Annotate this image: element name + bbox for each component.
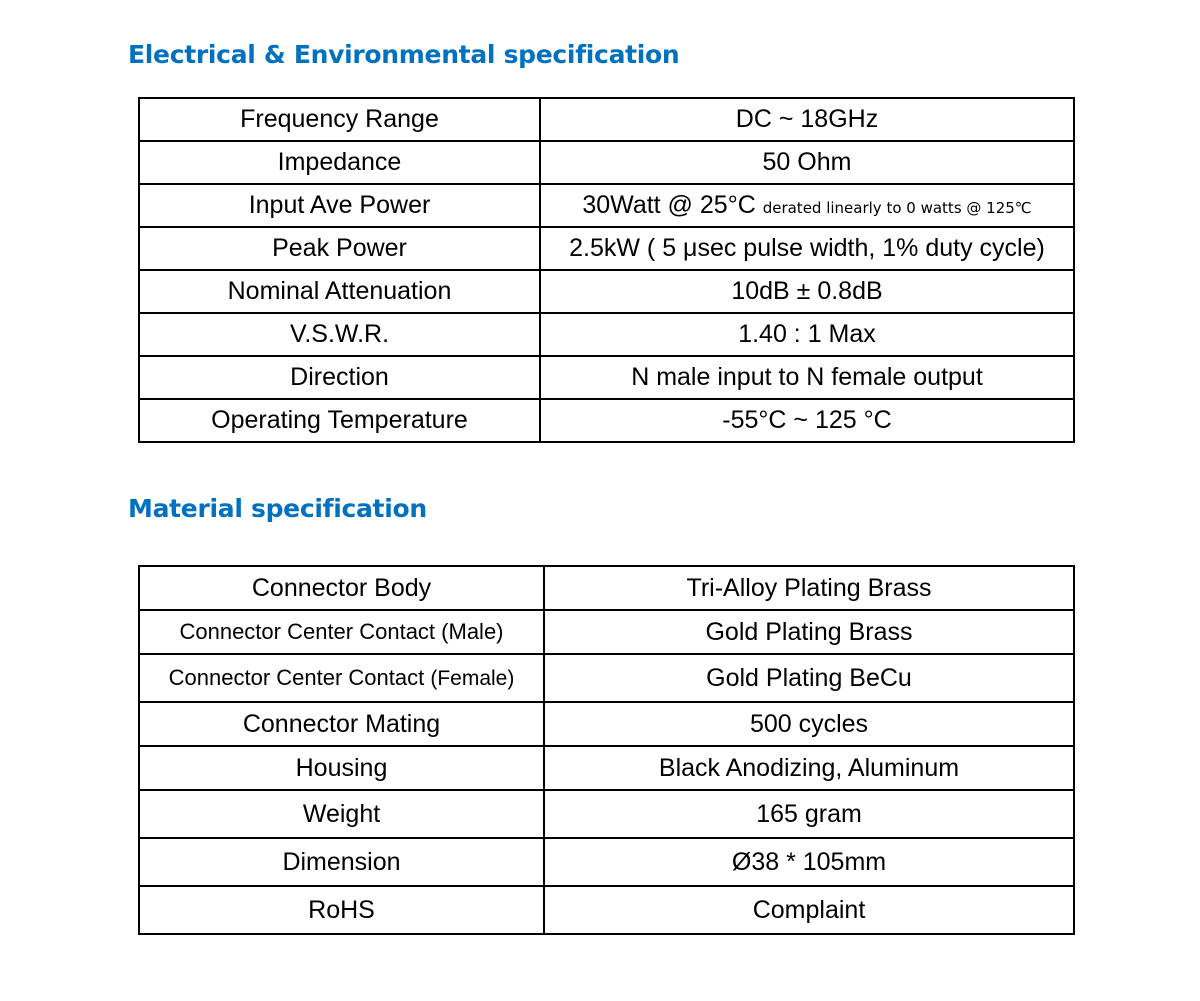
table-row — [139, 566, 1074, 610]
table-row — [139, 270, 1074, 313]
spec-label: Weight — [139, 790, 544, 838]
spec-value: 10dB ± 0.8dB — [540, 270, 1074, 313]
spec-label: Impedance — [139, 141, 540, 184]
spec-label: Connector Center Contact — [168, 665, 425, 690]
spec-label: Dimension — [139, 838, 544, 886]
table-row — [139, 886, 1074, 934]
table-row — [139, 227, 1074, 270]
spec-value: Complaint — [544, 886, 1074, 934]
material-spec-table — [138, 565, 1075, 935]
spec-value: DC ~ 18GHz — [540, 98, 1074, 141]
table-row — [139, 399, 1074, 442]
spec-label: Peak Power — [139, 227, 540, 270]
spec-value: 30Watt @ 25°C — [582, 191, 756, 219]
electrical-spec-table — [138, 97, 1075, 443]
spec-label-cell — [139, 654, 544, 702]
spec-value: Gold Plating Brass — [544, 610, 1074, 654]
spec-value: Black Anodizing, Aluminum — [544, 746, 1074, 790]
electrical-spec-heading: Electrical & Environmental specification — [128, 40, 680, 69]
table-row — [139, 98, 1074, 141]
spec-value: Tri-Alloy Plating Brass — [544, 566, 1074, 610]
spec-label: Direction — [139, 356, 540, 399]
table-row — [139, 313, 1074, 356]
spec-label: RoHS — [139, 886, 544, 934]
spec-label: Connector Mating — [139, 702, 544, 746]
spec-label: Nominal Attenuation — [139, 270, 540, 313]
spec-value: 165 gram — [544, 790, 1074, 838]
table-row — [139, 184, 1074, 227]
spec-value-cell — [540, 184, 1074, 227]
table-row — [139, 654, 1074, 702]
spec-label: Operating Temperature — [139, 399, 540, 442]
spec-value: 500 cycles — [544, 702, 1074, 746]
table-row — [139, 702, 1074, 746]
spec-value: 2.5kW ( 5 μsec pulse width, 1% duty cycle) — [540, 227, 1074, 270]
spec-value: Gold Plating BeCu — [544, 654, 1074, 702]
spec-value: Ø38 * 105mm — [544, 838, 1074, 886]
table-row — [139, 356, 1074, 399]
spec-value: N male input to N female output — [540, 356, 1074, 399]
spec-value: 50 Ohm — [540, 141, 1074, 184]
spec-label: Input Ave Power — [139, 184, 540, 227]
table-row — [139, 610, 1074, 654]
spec-label-suffix: (Female) — [430, 667, 515, 690]
material-spec-heading: Material specification — [128, 494, 427, 523]
spec-label: Housing — [139, 746, 544, 790]
table-row — [139, 141, 1074, 184]
spec-label: Frequency Range — [139, 98, 540, 141]
spec-label: V.S.W.R. — [139, 313, 540, 356]
spec-label-suffix: (Male) — [441, 619, 504, 644]
spec-value: 1.40 : 1 Max — [540, 313, 1074, 356]
spec-label: Connector Center Contact — [179, 619, 436, 644]
spec-value-note: derated linearly to 0 watts @ 125℃ — [762, 199, 1032, 217]
table-row — [139, 838, 1074, 886]
table-row — [139, 790, 1074, 838]
spec-label-cell — [139, 610, 544, 654]
spec-label: Connector Body — [139, 566, 544, 610]
table-row — [139, 746, 1074, 790]
spec-value: -55°C ~ 125 °C — [540, 399, 1074, 442]
